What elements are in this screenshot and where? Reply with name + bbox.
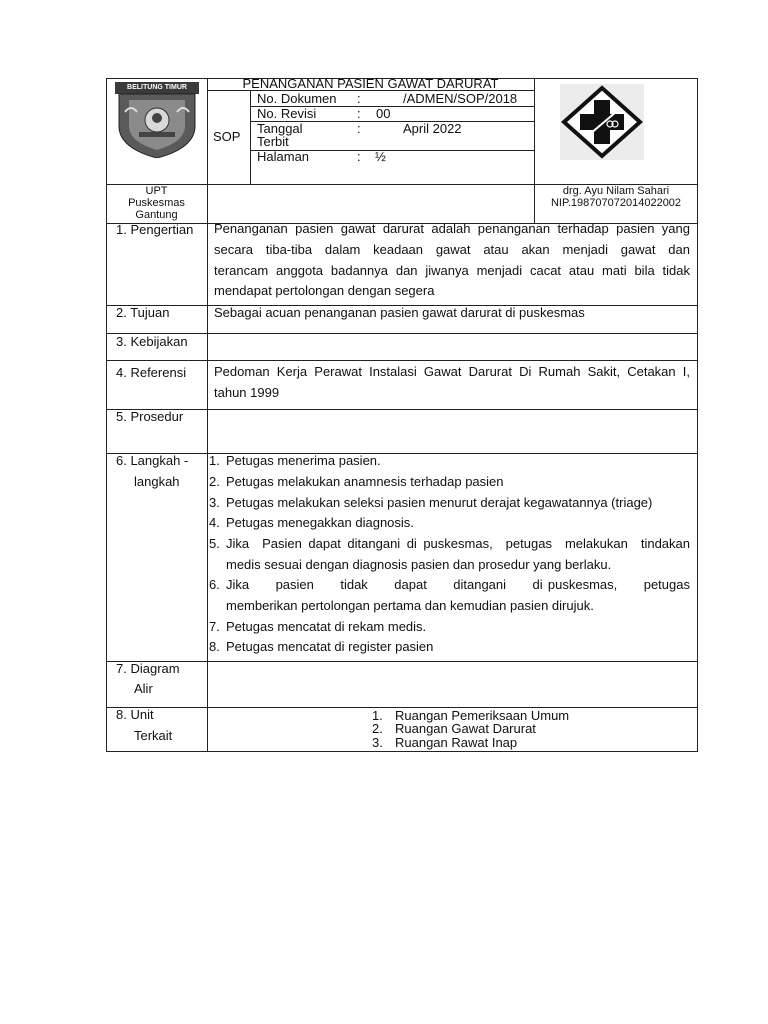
section-label-prosedur: 5. Prosedur <box>116 409 184 424</box>
sop-label: SOP <box>213 129 241 144</box>
step-number: 4. <box>209 515 220 530</box>
step-text: Petugas mencatat di rekam medis. <box>226 619 427 634</box>
unit-number: 3. <box>372 735 383 750</box>
unit-item: Ruangan Gawat Darurat <box>395 721 536 736</box>
step-number: 3. <box>209 495 220 510</box>
grid-line <box>106 333 698 334</box>
step-number: 5. <box>209 536 220 551</box>
logo-banner-text: BELITUNG TIMUR <box>127 84 187 91</box>
grid-line <box>106 360 698 361</box>
issue-date-label: Tanggal <box>257 121 303 136</box>
issue-date-value: April 2022 <box>403 121 462 136</box>
step-number: 1. <box>209 453 220 468</box>
pengertian-line: mendapat pertolongan dengan segera <box>214 283 435 298</box>
section-label-pengertian: 1. Pengertian <box>116 222 194 237</box>
org-line-2: Puskesmas <box>128 197 185 209</box>
revision-value: 00 <box>376 106 391 121</box>
step-number: 8. <box>209 639 220 654</box>
section-label-kebijakan: 3. Kebijakan <box>116 334 188 349</box>
section-label-diagram: 7. Diagram <box>116 661 180 676</box>
revision-sep: : <box>357 106 361 121</box>
referensi-line: Pedoman Kerja Perawat Instalasi Gawat Darurat Di Rumah Sakit, Cetakan I, <box>214 364 690 379</box>
section-label-unit: 8. Unit <box>116 707 154 722</box>
step-text: medis sesuai dengan diagnosis pasien dan prosedur yang berlaku. <box>226 557 612 572</box>
page-value: ½ <box>375 149 386 164</box>
pengertian-line: terancam anggota badannya dan jiwanya menjadi cacat atau mati bila tidak <box>214 263 690 278</box>
step-text: Jika pasien tidak dapat ditangani di puskesmas, petugas <box>226 577 690 592</box>
org-line-3: Gantung <box>135 209 178 221</box>
unit-number: 2. <box>372 721 383 736</box>
pengertian-line: secara tiba-tiba dalam keadaan gawat atau akan menjadi gawat dan <box>214 242 690 257</box>
page-label: Halaman <box>257 149 310 164</box>
step-number: 2. <box>209 474 220 489</box>
step-text: Petugas menerima pasien. <box>226 453 381 468</box>
referensi-line: tahun 1999 <box>214 385 280 400</box>
step-number: 7. <box>209 619 220 634</box>
grid-line <box>534 78 535 184</box>
section-label-tujuan: 2. Tujuan <box>116 305 170 320</box>
document-title: PENANGANAN PASIEN GAWAT DARURAT <box>242 76 499 91</box>
grid-line <box>106 453 698 454</box>
signer-name: drg. Ayu Nilam Sahari <box>562 185 670 197</box>
step-text: Petugas menegakkan diagnosis. <box>226 515 414 530</box>
org-line-1: UPT <box>145 185 168 197</box>
issue-date-label-2: Terbit <box>257 134 289 149</box>
regency-logo <box>115 82 199 158</box>
unit-item: Ruangan Pemeriksaan Umum <box>395 708 570 723</box>
step-text: Petugas mencatat di register pasien <box>226 639 434 654</box>
step-text: Petugas melakukan anamnesis terhadap pasien <box>226 474 504 489</box>
step-text: Petugas melakukan seleksi pasien menurut derajat kegawatannya (triage) <box>226 495 653 510</box>
unit-number: 1. <box>372 708 383 723</box>
doc-number-value: /ADMEN/SOP/2018 <box>403 91 518 106</box>
grid-line <box>207 78 208 752</box>
issue-date-sep: : <box>357 121 361 136</box>
puskesmas-cross-icon <box>560 84 644 160</box>
doc-number-sep: : <box>357 91 361 106</box>
section-label-referensi: 4. Referensi <box>116 365 187 380</box>
step-text: memberikan pertolongan pertama dan kemudian pasien dirujuk. <box>226 598 594 613</box>
page-sep: : <box>357 149 361 164</box>
regency-emblem-icon <box>115 82 199 158</box>
unit-item: Ruangan Rawat Inap <box>395 735 518 750</box>
tujuan-text: Sebagai acuan penanganan pasien gawat darurat di puskesmas <box>214 305 585 320</box>
section-label-diagram-2: Alir <box>134 681 153 696</box>
grid-line <box>250 90 251 184</box>
step-number: 6. <box>209 577 220 592</box>
section-label-langkah: 6. Langkah - <box>116 453 189 468</box>
signer-nip: NIP.198707072014022002 <box>550 197 682 209</box>
step-text: Jika Pasien dapat ditangani di puskesmas, petugas melakukan tindakan <box>226 536 690 551</box>
grid-line <box>106 409 698 410</box>
grid-line <box>106 661 698 662</box>
section-label-unit-2: Terkait <box>134 728 173 743</box>
doc-number-label: No. Dokumen <box>257 91 337 106</box>
section-label-langkah-2: langkah <box>134 474 180 489</box>
pengertian-line: Penanganan pasien gawat darurat adalah penanganan terhadap pasien yang <box>214 221 690 236</box>
revision-label: No. Revisi <box>257 106 317 121</box>
puskesmas-logo <box>560 84 644 160</box>
